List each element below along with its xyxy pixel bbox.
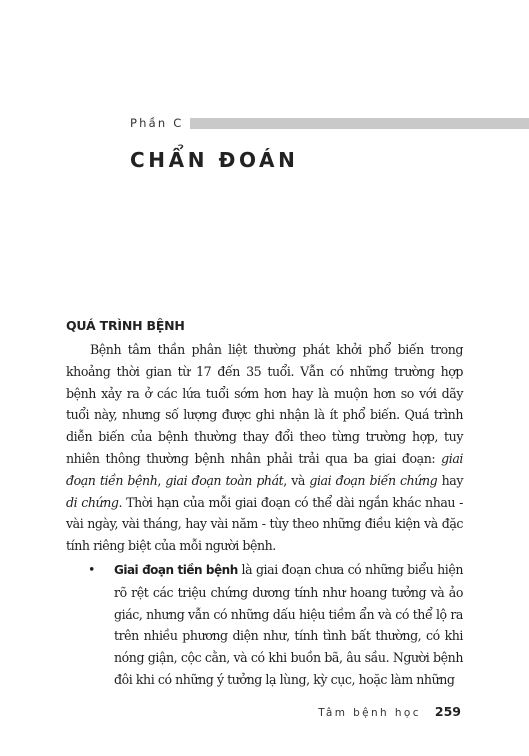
para-emphasis: giai đoạn biến chứng — [309, 472, 438, 488]
para-text: , — [157, 472, 166, 488]
page-footer — [318, 704, 461, 720]
para-text: , và — [283, 472, 310, 488]
para-text: Bệnh tâm thần phân liệt thường phát khởi phổ biến trong khoảng thời gian từ 17 đến 35 tuổi. Vẫn có những trường hợp bệnh xảy ra ở các lứa tuổi sớm hơn hay là muộn hơn so với dãy tuổi này, nhưng số lượng được ghi nhận là ít phổ biến. Quá trình diễn biến của bệnh thường thay đổi theo từng trường hợp, tuy nhiên thông thường bệnh nhân phải trải qua ba giai đoạn: — [66, 342, 463, 466]
bullet-body: là giai đoạn chưa có những biểu hiện rõ rệt các triệu chứng dương tính như hoang tưởng và ảo giác, nhưng vẫn có những dấu hiệu tiềm ẩn và có thể lộ ra trên nhiều phương diện như, tính tình bất thường, có khi nóng giận, cộc cằn, và có khi buồn bã, âu sầu. Người bệnh đôi khi có những ý tưởng lạ lùng, kỳ cục, hoặc làm những — [114, 561, 463, 687]
bullet-item — [66, 559, 463, 691]
para-text: . Thời hạn của mỗi giai đoạn có thể dài ngắn khác nhau - vài ngày, vài tháng, hay vài năm - tùy theo những điều kiện và đặc tính riêng biệt của mỗi người bệnh. — [66, 494, 463, 554]
bullet-text — [114, 559, 463, 691]
part-title: CHẨN ĐOÁN — [130, 148, 299, 172]
part-divider-bar — [190, 118, 529, 129]
body-paragraph — [66, 339, 463, 557]
page-number: 259 — [434, 704, 461, 719]
part-label: Phần C — [130, 116, 184, 130]
para-emphasis: giai đoạn tiền bệnh — [66, 450, 463, 488]
part-header — [130, 116, 529, 130]
para-emphasis: giai đoạn toàn phát — [165, 472, 284, 488]
para-emphasis: di chứng — [66, 494, 119, 510]
footer-book-title: Tâm bệnh học — [318, 707, 421, 719]
section-heading: QUÁ TRÌNH BỆNH — [66, 318, 185, 333]
main-content — [66, 318, 463, 691]
bullet-term: Giai đoạn tiền bệnh — [114, 562, 238, 577]
bullet-marker: • — [88, 561, 96, 577]
para-text: hay — [437, 472, 464, 488]
